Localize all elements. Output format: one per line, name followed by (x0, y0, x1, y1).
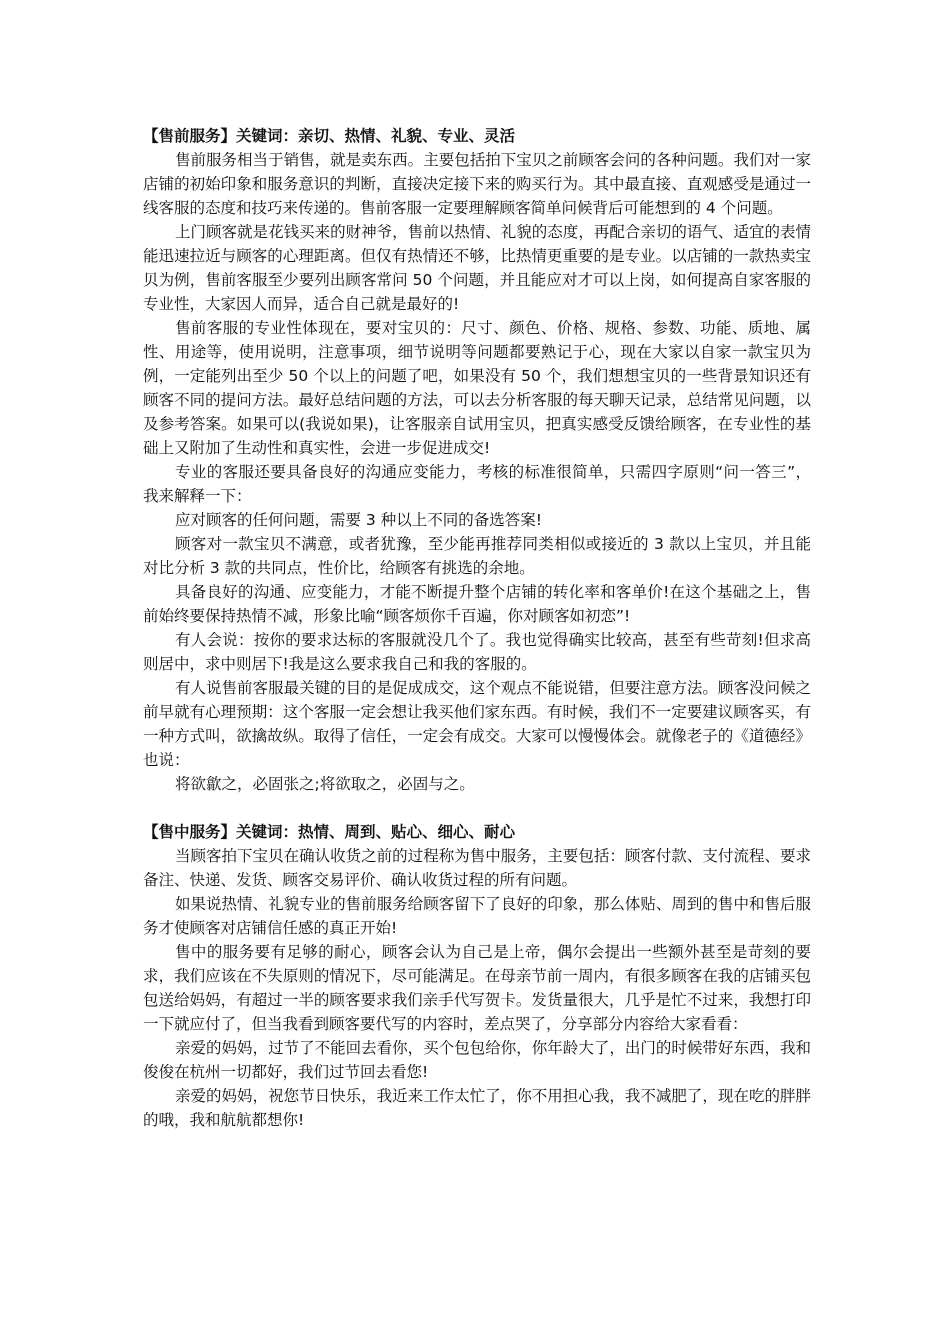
presale-paragraph-1: 售前服务相当于销售，就是卖东西。主要包括拍下宝贝之前顾客会问的各种问题。我们对一家店铺的初始印象和服务意识的判断，直接决定接下来的购买行为。其中最直接、直观感受是通过一线客服的态度和技巧来传递的。售前客服一定要理解顾客简单问候背后可能想到的 4 个问题。 (143, 151, 811, 217)
insale-paragraph-2: 如果说热情、礼貌专业的售前服务给顾客留下了良好的印象，那么体贴、周到的售中和售后服务才使顾客对店铺信任感的真正开始! (143, 895, 811, 937)
section-spacer (143, 796, 811, 820)
presale-section (143, 124, 811, 796)
presale-paragraph-5: 应对顾客的任何问题，需要 3 种以上不同的备选答案! (175, 511, 542, 529)
insale-heading: 【售中服务】关键词：热情、周到、贴心、细心、耐心 (143, 823, 516, 841)
insale-paragraph-3: 售中的服务要有足够的耐心，顾客会认为自己是上帝，偶尔会提出一些额外甚至是苛刻的要求，我们应该在不失原则的情况下，尽可能满足。在母亲节前一周内，有很多顾客在我的店铺买包包送给妈妈，有超过一半的顾客要求我们亲手代写贺卡。发货量很大，几乎是忙不过来，我想打印一下就应付了，但当我看到顾客要代写的内容时，差点哭了，分享部分内容给大家看看： (143, 943, 811, 1033)
presale-paragraph-9: 有人说售前客服最关键的目的是促成成交，这个观点不能说错，但要注意方法。顾客没问候之前早就有心理预期：这个客服一定会想让我买他们家东西。有时候，我们不一定要建议顾客买，有一种方式叫，欲擒故纵。取得了信任，一定会有成交。大家可以慢慢体会。就像老子的《道德经》也说： (143, 679, 811, 769)
insale-card-message-2: 亲爱的妈妈，祝您节日快乐，我近来工作太忙了，你不用担心我，我不减肥了，现在吃的胖胖的哦，我和航航都想你! (143, 1087, 811, 1129)
document-page (143, 124, 811, 1132)
presale-paragraph-4: 专业的客服还要具备良好的沟通应变能力，考核的标准很简单，只需四字原则“问一答三”，我来解释一下： (143, 463, 811, 505)
presale-paragraph-8: 有人会说：按你的要求达标的客服就没几个了。我也觉得确实比较高，甚至有些苛刻!但求高则居中，求中则居下!我是这么要求我自己和我的客服的。 (143, 631, 811, 673)
presale-paragraph-6: 顾客对一款宝贝不满意，或者犹豫，至少能再推荐同类相似或接近的 3 款以上宝贝，并且能对比分析 3 款的共同点，性价比，给顾客有挑选的余地。 (143, 535, 811, 577)
presale-paragraph-2: 上门顾客就是花钱买来的财神爷，售前以热情、礼貌的态度，再配合亲切的语气、适宜的表情能迅速拉近与顾客的心理距离。但仅有热情还不够，比热情更重要的是专业。以店铺的一款热卖宝贝为例，售前客服至少要列出顾客常问 50 个问题，并且能应对才可以上岗，如何提高自家客服的专业性，大家因人而异，适合自己就是最好的! (143, 223, 811, 313)
presale-heading: 【售前服务】关键词：亲切、热情、礼貌、专业、灵活 (143, 127, 516, 145)
presale-paragraph-3: 售前客服的专业性体现在，要对宝贝的：尺寸、颜色、价格、规格、参数、功能、质地、属性、用途等，使用说明，注意事项，细节说明等问题都要熟记于心，现在大家以自家一款宝贝为例，一定能列出至少 50 个以上的问题了吧，如果没有 50 个，我们想想宝贝的一些背景知识还有顾客不同的提问方法。最好总结问题的方法，可以去分析客服的每天聊天记录，总结常见问题，以及参考答案。如果可以(我说如果)，让客服亲自试用宝贝，把真实感受反馈给顾客，在专业性的基础上又附加了生动性和真实性，会进一步促进成交! (143, 319, 811, 457)
insale-paragraph-1: 当顾客拍下宝贝在确认收货之前的过程称为售中服务，主要包括：顾客付款、支付流程、要求备注、快递、发货、顾客交易评价、确认收货过程的所有问题。 (143, 847, 811, 889)
insale-card-message-1: 亲爱的妈妈，过节了不能回去看你，买个包包给你，你年龄大了，出门的时候带好东西，我和俊俊在杭州一切都好，我们过节回去看您! (143, 1039, 811, 1081)
insale-section (143, 820, 811, 1132)
presale-quote: 将欲歙之，必固张之;将欲取之，必固与之。 (175, 775, 475, 793)
presale-paragraph-7: 具备良好的沟通、应变能力，才能不断提升整个店铺的转化率和客单价!在这个基础之上，售前始终要保持热情不减，形象比喻“顾客烦你千百遍，你对顾客如初恋”! (143, 583, 811, 625)
